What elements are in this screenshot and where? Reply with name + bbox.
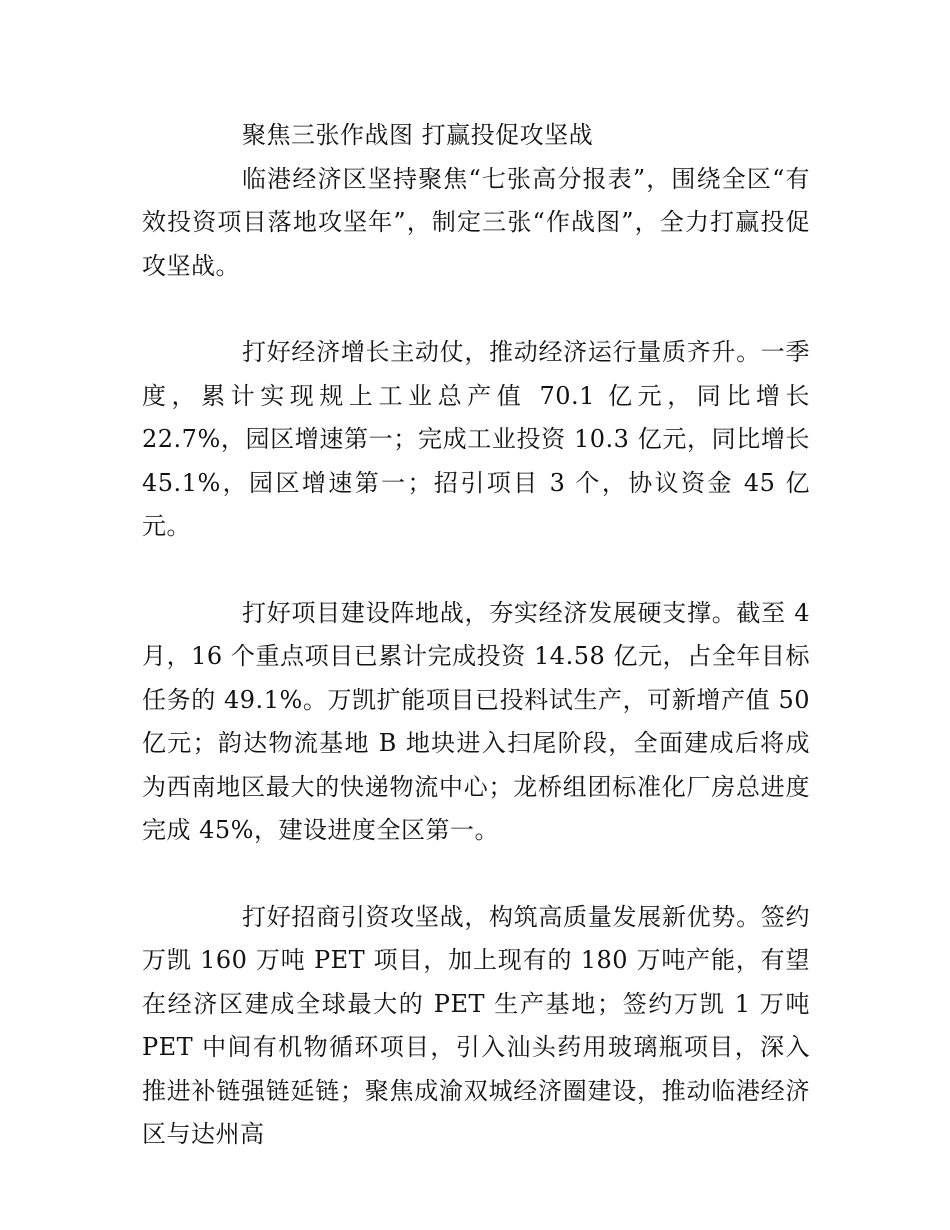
document-title: 聚焦三张作战图 打赢投促攻坚战	[242, 121, 594, 149]
intro-paragraph: 临港经济区坚持聚焦“七张高分报表”，围绕全区“有效投资项目落地攻坚年”，制定三张“作战图”，全力打赢投促攻坚战。	[142, 164, 810, 280]
document-body	[142, 114, 810, 1157]
economic-growth-paragraph: 打好经济增长主动仗，推动经济运行量质齐升。一季度，累计实现规上工业总产值 70.1 亿元，同比增长 22.7%，园区增速第一；完成工业投资 10.3 亿元，同比增长 45.1%，园区增速第一；招引项目 3 个，协议资金 45 亿元。	[142, 338, 810, 540]
investment-attraction-paragraph: 打好招商引资攻坚战，构筑高质量发展新优势。签约万凯 160 万吨 PET 项目，加上现有的 180 万吨产能，有望在经济区建成全球最大的 PET 生产基地；签约万凯 1 万吨 PET 中间有机物循环项目，引入汕头药用玻璃瓶项目，深入推进补链强链延链；聚焦成渝双城经济圈建设，推动临港经济区与达州高	[142, 902, 810, 1148]
project-construction-paragraph: 打好项目建设阵地战，夯实经济发展硬支撑。截至 4 月，16 个重点项目已累计完成投资 14.58 亿元，占全年目标任务的 49.1%。万凯扩能项目已投料试生产，可新增产值 50 亿元；韵达物流基地 B 地块进入扫尾阶段，全面建成后将成为西南地区最大的快递物流中心；龙桥组团标准化厂房总进度完成 45%，建设进度全区第一。	[142, 598, 810, 844]
